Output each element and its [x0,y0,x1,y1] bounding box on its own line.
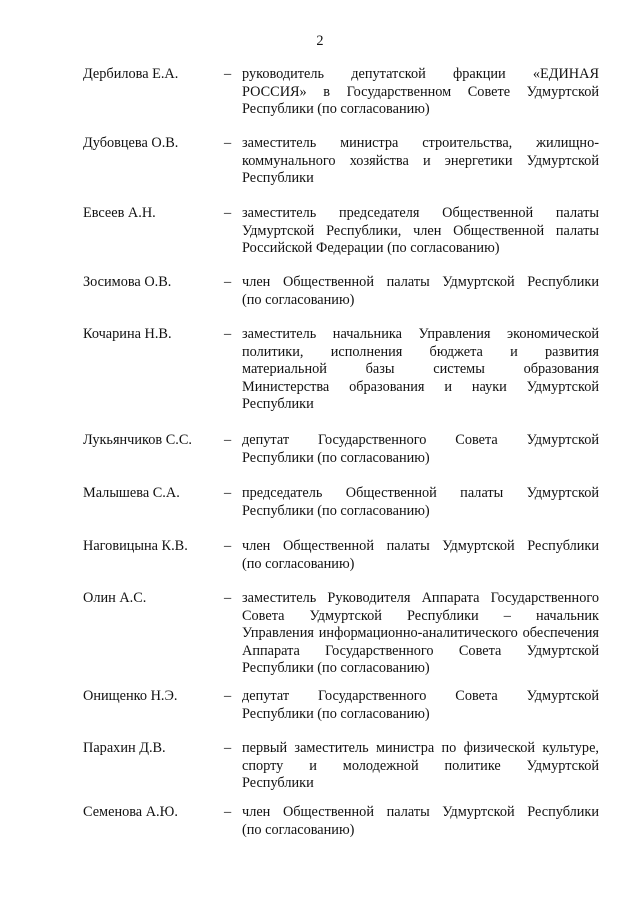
description-line: Совета Удмуртской Республики – начальник [242,607,599,624]
list-item [0,326,640,412]
person-name: Евсеев А.Н. [83,205,156,221]
description-line: председатель Общественной палаты Удмуртской [242,485,599,501]
description-line: (по согласованию) [242,555,355,572]
person-name: Онищенко Н.Э. [83,688,178,704]
dash-separator: – [224,590,232,606]
description-line: политики, исполнения бюджета и развития [242,343,599,360]
description-line: заместитель Руководителя Аппарата Государственного [242,590,599,606]
dash-separator: – [224,740,232,756]
person-name: Олин А.С. [83,590,147,606]
position-description [242,135,599,188]
description-line: заместитель начальника Управления экономической [242,326,599,342]
description-line: член Общественной палаты Удмуртской Республики [242,804,599,820]
description-line: Российской Федерации (по согласованию) [242,240,500,256]
dash-separator: – [224,804,232,820]
description-line: материальной базы системы образования [242,361,599,377]
description-line: депутат Государственного Совета Удмуртской [242,688,599,704]
person-name: Наговицына К.В. [83,538,188,554]
position-description [242,432,599,467]
description-line: спорту и молодежной политике Удмуртской [242,757,599,774]
person-name: Дербилова Е.А. [83,66,179,82]
dash-separator: – [224,274,232,290]
position-description [242,804,599,839]
description-line: коммунального хозяйства и энергетики Удмуртской [242,152,599,169]
dash-separator: – [224,432,232,448]
dash-separator: – [224,538,232,554]
description-line: Республики [242,775,314,791]
person-name: Семенова А.Ю. [83,804,178,820]
list-item [0,135,640,215]
description-line: (по согласованию) [242,821,355,838]
list-item [0,205,640,285]
description-line: член Общественной палаты Удмуртской Республики [242,538,599,554]
position-description [242,590,599,678]
position-description [242,485,599,520]
description-line: (по согласованию) [242,291,355,308]
description-line: Республики [242,396,314,412]
description-line: заместитель министра строительства, жилищно- [242,135,599,151]
position-description [242,740,599,793]
dash-separator: – [224,485,232,501]
description-line: первый заместитель министра по физической культуре, [242,740,599,756]
person-name: Зосимова О.В. [83,274,172,290]
position-description [242,326,599,414]
description-line: Министерства образования и науки Удмуртской [242,378,599,395]
description-line: Аппарата Государственного Совета Удмуртской [242,642,599,659]
position-description [242,538,599,573]
person-name: Дубовцева О.В. [83,135,179,151]
dash-separator: – [224,326,232,342]
list-item [0,66,640,146]
description-line: руководитель депутатской фракции «ЕДИНАЯ [242,66,599,82]
description-line: Республики (по согласованию) [242,502,430,519]
position-description [242,274,599,309]
dash-separator: – [224,688,232,704]
page-number: 2 [316,33,324,49]
list-item [0,590,640,676]
description-line: Республики (по согласованию) [242,449,430,466]
description-line: Республики [242,170,314,186]
dash-separator: – [224,135,232,151]
position-description [242,205,599,258]
position-description [242,688,599,723]
person-name: Лукьянчиков С.С. [83,432,192,448]
person-name: Парахин Д.В. [83,740,166,756]
description-line: депутат Государственного Совета Удмуртской [242,432,599,448]
position-description [242,66,599,119]
description-line: Республики (по согласованию) [242,101,430,117]
description-line: Республики (по согласованию) [242,660,430,676]
list-item [0,804,640,884]
person-name: Кочарина Н.В. [83,326,172,342]
person-name: Малышева С.А. [83,485,180,501]
dash-separator: – [224,66,232,82]
description-line: заместитель председателя Общественной палаты [242,205,599,221]
description-line: Удмуртской Республики, член Общественной палаты [242,222,599,239]
description-line: Управления информационно-аналитического обеспечения [242,625,599,641]
dash-separator: – [224,205,232,221]
description-line: РОССИЯ» в Государственном Совете Удмуртской [242,83,599,100]
description-line: Республики (по согласованию) [242,705,430,722]
description-line: член Общественной палаты Удмуртской Республики [242,274,599,290]
